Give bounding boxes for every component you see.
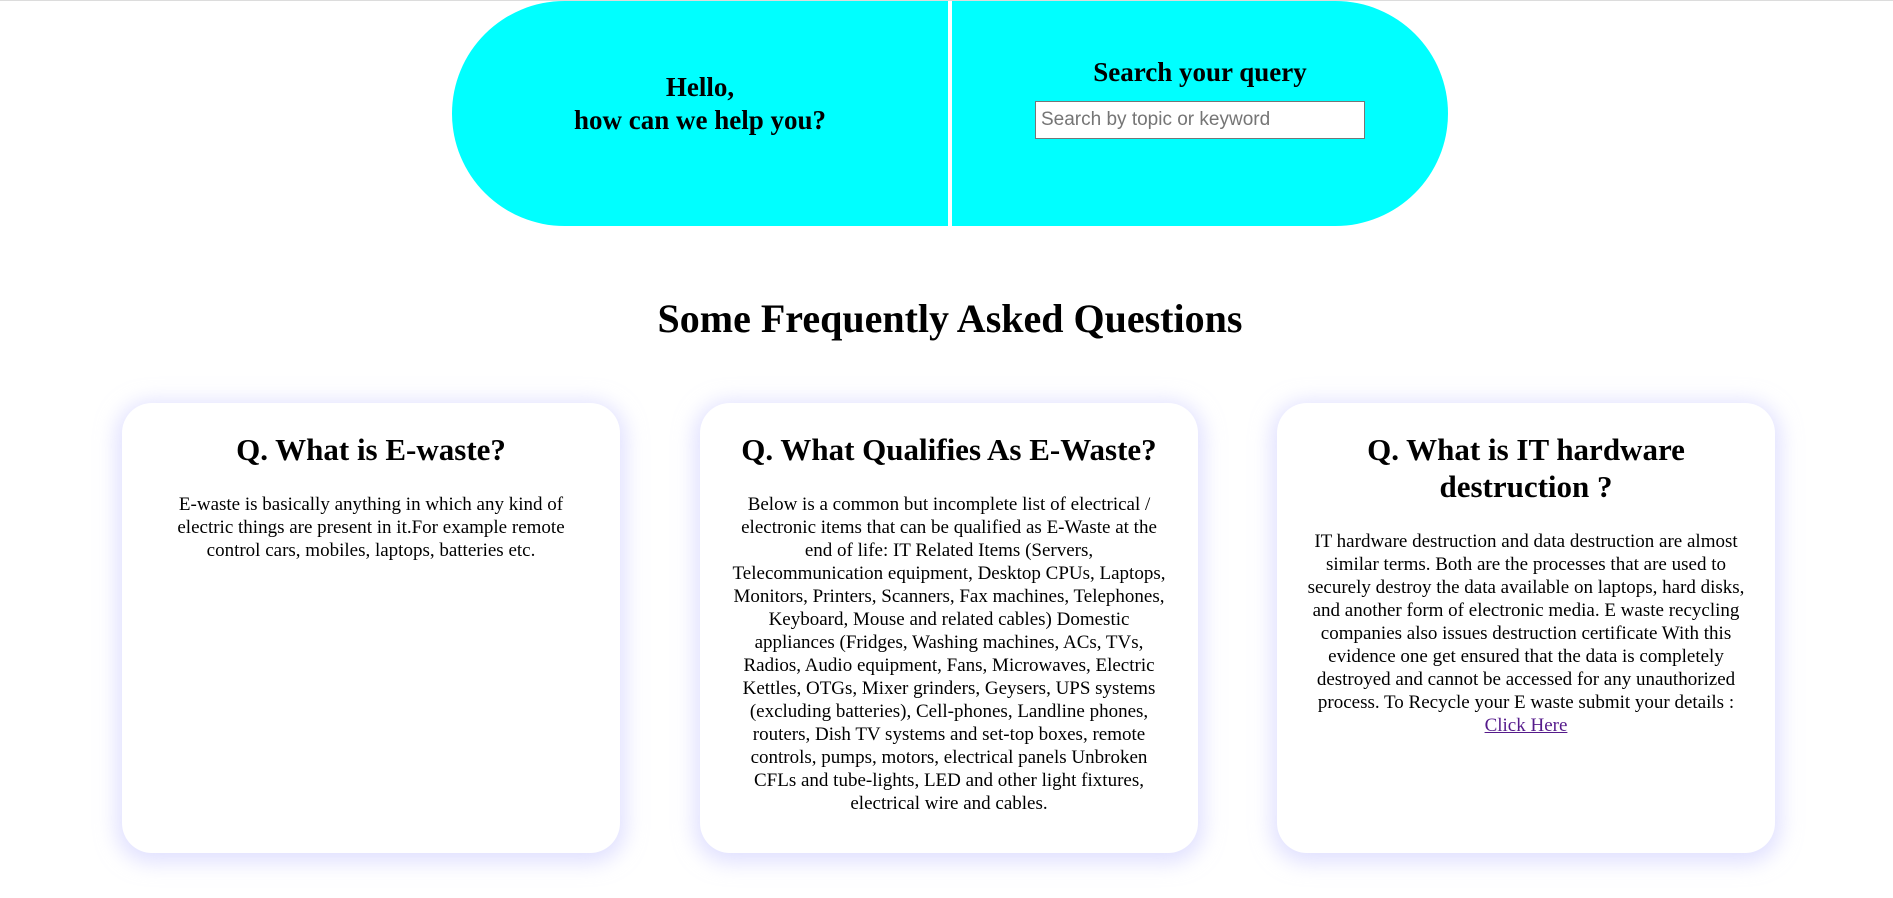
click-here-link[interactable]: Click Here: [1484, 715, 1568, 736]
search-title: Search your query: [1093, 57, 1307, 87]
hero-banner: [452, 1, 1448, 226]
faq-title: Some Frequently Asked Questions: [657, 296, 1243, 341]
hero-greeting-panel: [452, 1, 948, 226]
greeting-line-1: Hello,: [665, 71, 735, 102]
faq-answer-container: [1307, 530, 1745, 737]
faq-card-ewaste: [122, 403, 620, 853]
faq-question: Q. What Qualifies As E-Waste?: [741, 432, 1157, 467]
faq-card-it-destruction: [1277, 403, 1775, 853]
faq-answer: Below is a common but incomplete list of electrical / electronic items that can be qualified as E-Waste at the end of life: IT Related Items (Servers, Telecommunication equipment, Desktop CPUs, Laptops, Monitors, Printers, Scanners, Fax machines, Telephones, Keyboard, Mouse and related cables) Domestic appliances (Fridges, Washing machines, ACs, TVs, Radios, Audio equipment, Fans, Microwaves, Electric Kettles, OTGs, Mixer grinders, Geysers, UPS systems (excluding batteries), Cell-phones, Landline phones, routers, Dish TV systems and set-top boxes, remote controls, pumps, motors, electrical panels Unbroken CFLs and tube-lights, LED and other light fixtures, electrical wire and cables.: [732, 494, 1166, 814]
greeting-line-2: how can we help you?: [573, 104, 827, 135]
greeting-text: [574, 71, 826, 137]
faq-question: Q. What is IT hardware destruction ?: [1367, 432, 1685, 504]
faq-question: Q. What is E-waste?: [236, 432, 506, 467]
faq-card-qualifies: [700, 403, 1198, 853]
faq-answer: IT hardware destruction and data destruction are almost similar terms. Both are the processes that are used to securely destroy the data available on laptops, hard disks, and another form of electronic media. E waste recycling companies also issues destruction certificate With this evidence one get ensured that the data is completely destroyed and cannot be accessed for any unauthorized process. To Recycle your E waste submit your details :: [1307, 531, 1745, 713]
faq-answer: E-waste is basically anything in which any kind of electric things are present in it.For example remote control cars, mobiles, laptops, batteries etc.: [177, 494, 565, 561]
search-input[interactable]: [1035, 101, 1365, 139]
hero-search-panel: [952, 1, 1448, 226]
